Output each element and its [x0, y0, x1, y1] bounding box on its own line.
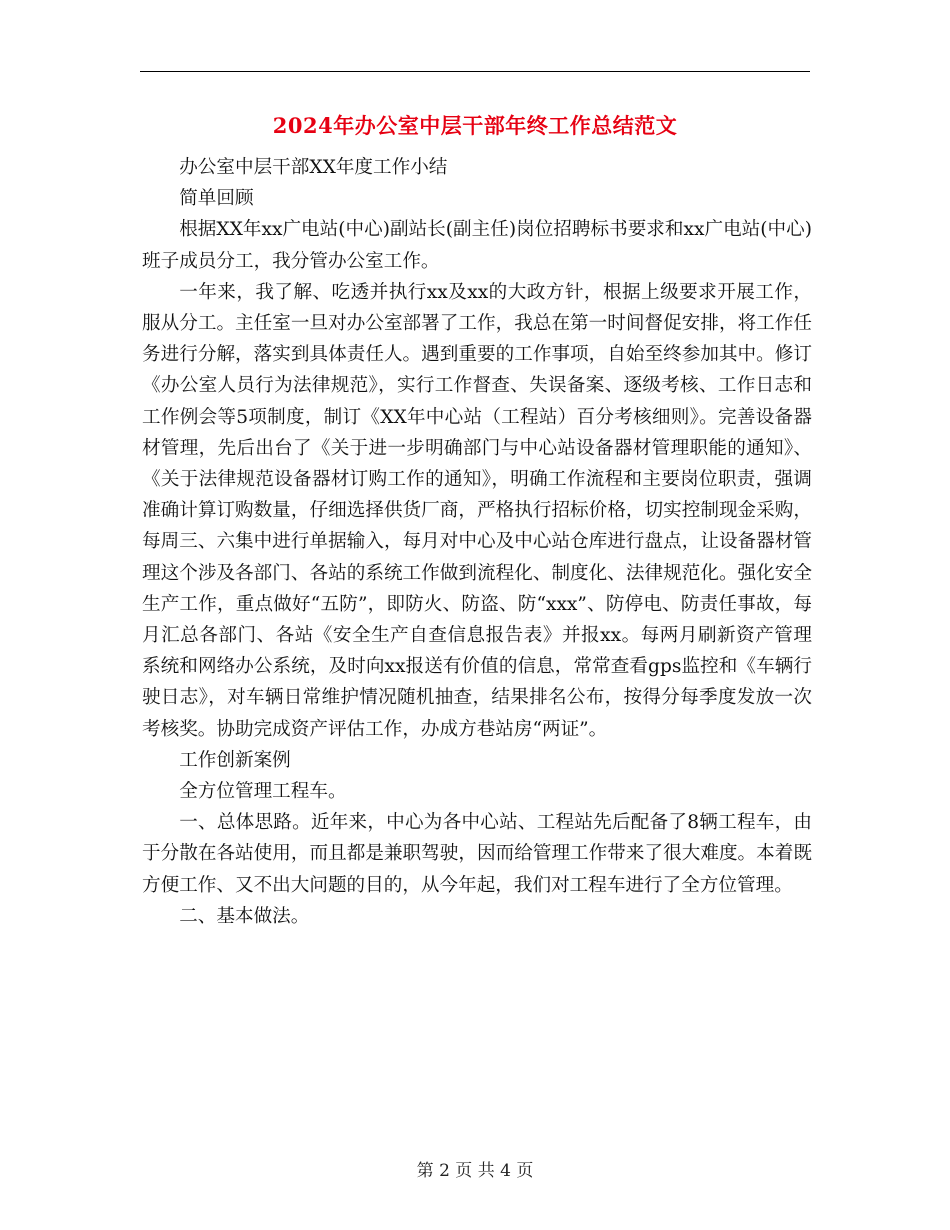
subtitle-paragraph: 办公室中层干部XX年度工作小结: [179, 157, 448, 178]
page-number-footer: 第 2 页 共 4 页: [416, 1161, 534, 1181]
header-rule: [140, 71, 810, 72]
body-paragraph: 全方位管理工程车。: [179, 781, 347, 803]
section-heading-innovation: 工作创新案例: [179, 749, 291, 771]
body-paragraph: 根据XX年xx广电站(中心)副站长(副主任)岗位招聘标书要求和xx广电站(中心)班子成员分工，我分管办公室工作。: [142, 219, 812, 272]
body-paragraph: 一、总体思路。近年来，中心为各中心站、工程站先后配备了8辆工程车，由于分散在各站使用，而且都是兼职驾驶，因而给管理工作带来了很大难度。本着既方便工作、又不出大问题的目的，从今年起，我们对工程车进行了全方位管理。: [142, 812, 812, 896]
body-paragraph: 一年来，我了解、吃透并执行xx及xx的大政方针，根据上级要求开展工作，服从分工。主任室一旦对办公室部署了工作，我总在第一时间督促安排，将工作任务进行分解，落实到具体责任人。遇到重要的工作事项，自始至终参加其中。修订《办公室人员行为法律规范》，实行工作督查、失误备案、逐级考核、工作日志和工作例会等5项制度，制订《XX年中心站（工程站）百分考核细则》。完善设备器材管理，先后出台了《关于进一步明确部门与中心站设备器材管理职能的通知》、《关于法律规范设备器材订购工作的通知》，明确工作流程和主要岗位职责，强调准确计算订购数量，仔细选择供货厂商，严格执行招标价格，切实控制现金采购，每周三、六集中进行单据输入，每月对中心及中心站仓库进行盘点，让设备器材管理这个涉及各部门、各站的系统工作做到流程化、制度化、法律规范化。强化安全生产工作，重点做好“五防”，即防火、防盗、防“xxx”、防停电、防责任事故，每月汇总各部门、各站《安全生产自查信息报告表》并报xx。每两月刷新资产管理系统和网络办公系统，及时向xx报送有价值的信息，常常查看gps监控和《车辆行驶日志》，对车辆日常维护情况随机抽查，结果排名公布，按得分每季度发放一次考核奖。协助完成资产评估工作，办成方巷站房“两证”。: [142, 281, 812, 740]
body-paragraph: 二、基本做法。: [179, 905, 310, 927]
document-title: 2024年办公室中层干部年终工作总结范文: [272, 113, 678, 138]
section-heading-review: 简单回顾: [179, 188, 254, 210]
document-body: [142, 152, 812, 932]
